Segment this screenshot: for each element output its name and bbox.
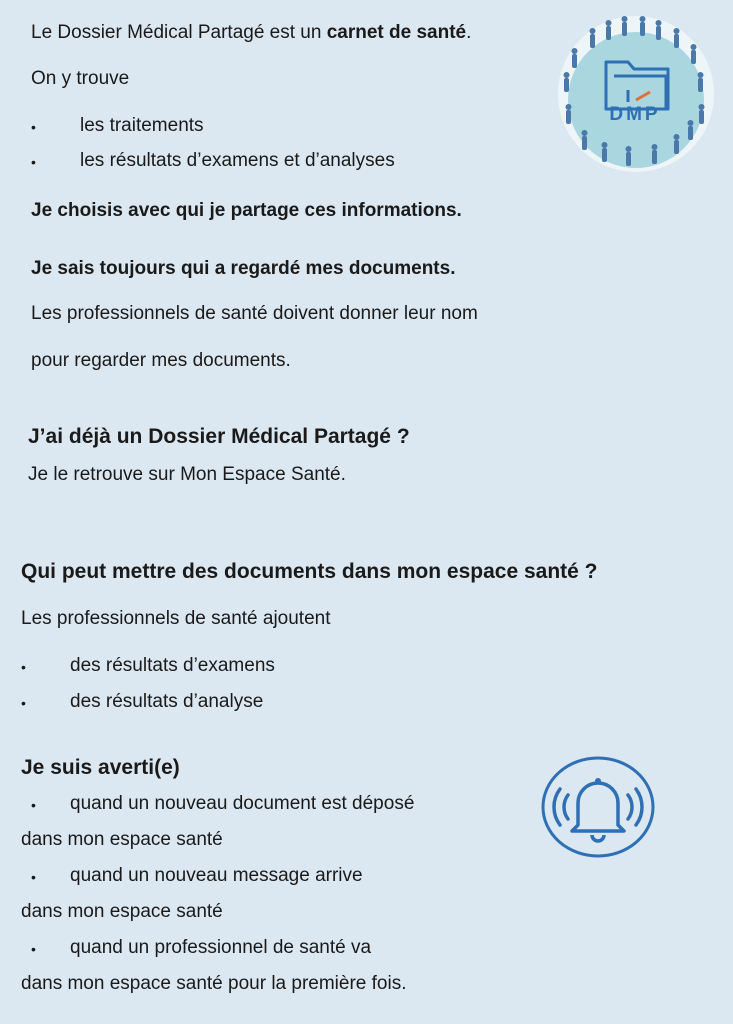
- already-heading: J’ai déjà un Dossier Médical Partagé ?: [28, 425, 410, 448]
- notify-item-line1: quand un nouveau message arrive: [70, 865, 363, 886]
- list-item: les résultats d’examens et d’analyses: [80, 150, 395, 171]
- bullet-icon: •: [21, 695, 26, 711]
- intro-bold: carnet de santé: [326, 22, 467, 43]
- list-item: des résultats d’analyse: [70, 691, 264, 712]
- bell-ringing-icon: [540, 755, 656, 859]
- who-intro: Les professionnels de santé ajoutent: [21, 608, 331, 629]
- bullet-icon: •: [31, 869, 36, 885]
- list-item: des résultats d’examens: [70, 655, 275, 676]
- bullet-icon: •: [31, 797, 36, 813]
- always-know-statement: Je sais toujours qui a regardé mes documents.: [31, 258, 456, 279]
- on-y-trouve: On y trouve: [31, 68, 130, 89]
- notify-item-line1: quand un professionnel de santé va: [70, 937, 372, 958]
- bullet-icon: •: [31, 119, 36, 135]
- notify-heading: Je suis averti(e): [21, 756, 180, 779]
- notify-item-line1: quand un nouveau document est déposé: [70, 793, 415, 814]
- choose-statement: Je choisis avec qui je partage ces informations.: [31, 200, 462, 221]
- who-heading: Qui peut mettre des documents dans mon espace santé ?: [21, 560, 598, 583]
- pros-line-2: pour regarder mes documents.: [31, 350, 291, 371]
- already-text: Je le retrouve sur Mon Espace Santé.: [28, 464, 346, 485]
- intro-line: [31, 21, 471, 45]
- list-item: les traitements: [80, 115, 204, 136]
- pros-line-1: Les professionnels de santé doivent donner leur nom: [31, 303, 478, 324]
- dmp-logo-label: DMP: [609, 104, 661, 125]
- notify-item-line2: dans mon espace santé: [21, 829, 223, 850]
- intro-prefix: Le Dossier Médical Partagé est un: [31, 22, 327, 43]
- bullet-icon: •: [21, 659, 26, 675]
- bullet-icon: •: [31, 941, 36, 957]
- intro-suffix: .: [466, 22, 472, 43]
- bullet-icon: •: [31, 154, 36, 170]
- notify-item-line2: dans mon espace santé: [21, 901, 223, 922]
- notify-item-line2: dans mon espace santé pour la première fois.: [21, 973, 407, 994]
- dmp-folder-circle-icon: [556, 14, 716, 174]
